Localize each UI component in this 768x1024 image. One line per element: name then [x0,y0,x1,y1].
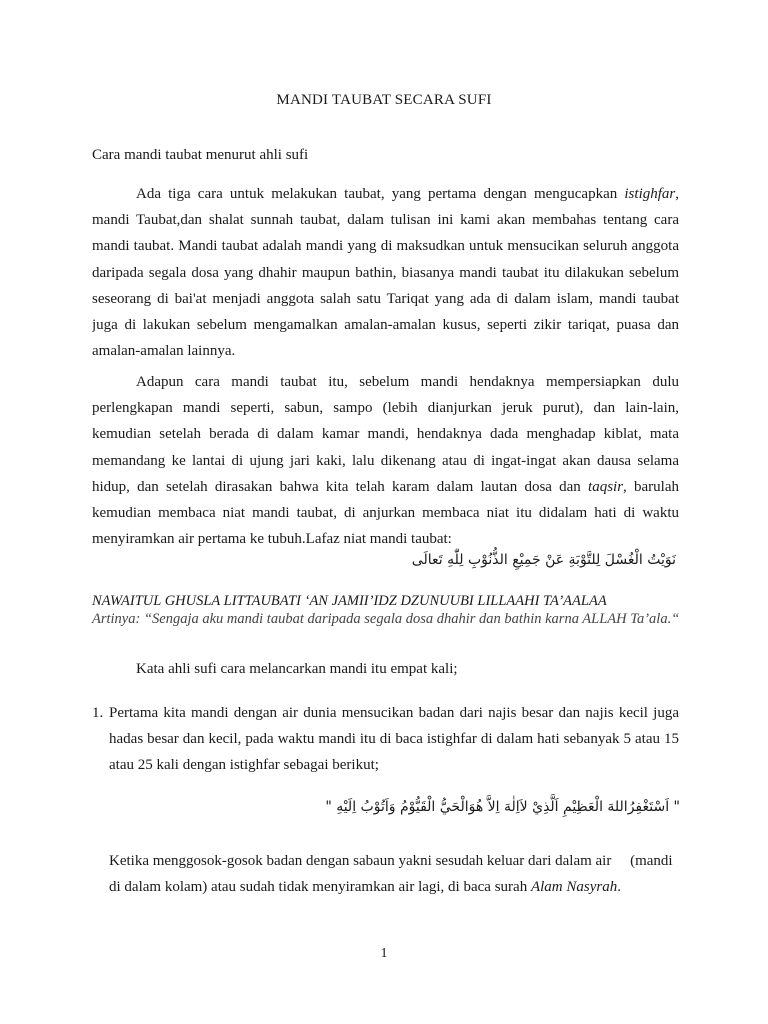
paragraph-line [92,369,679,395]
text-segment: mandi taubat. Mandi taubat adalah mandi yang di maksudkan untuk mensucikan seluruh anggota [92,238,679,255]
text-segment: memandang ke lantai di ujung jari kaki, lalu dikenang atau di ingat-ingat akan dausa selama [92,452,679,469]
paragraph-intro [92,181,679,364]
paragraph-line [92,421,679,447]
text-segment: menyiramkan air pertama ke tubuh.Lafaz niat mandi taubat: [92,531,452,548]
text-segment: seseorang di bai'at menjadi anggota salah satu Tariqat yang ada di dalam islam, mandi taubat [92,290,679,307]
document-title: MANDI TAUBAT SECARA SUFI [276,92,492,108]
ketika-line-1: Ketika menggosok-gosok badan dengan sabaun yakni sesudah keluar dari dalam air (mandi [109,853,673,869]
ketika-line-2-suffix: . [617,879,621,896]
list-item-line: atau 25 kali dengan istighfar sebagai berikut; [109,757,379,774]
list-item-line: Pertama kita mandi dengan air dunia mensucikan badan dari najis besar dan najis kecil juga [109,705,679,721]
ketika-line-2 [109,874,687,900]
list-item-line: hadas besar dan kecil, pada waktu mandi itu di baca istighfar di dalam hati sebanyak 5 atau 15 [109,731,679,748]
page-number: 1 [380,946,388,961]
paragraph-line [92,233,679,259]
italic-term: istighfar [624,186,676,202]
text-segment: mandi Taubat,dan shalat sunnah taubat, dalam tulisan ini kami akan membahas tentang cara [92,212,679,229]
text-segment: kemudian membaca niat mandi taubat, di anjurkan membaca niat itu didalam hati di waktu [92,504,679,521]
surah-name: Alam Nasyrah [530,879,618,896]
list-item-number: 1. [92,705,104,721]
arabic-niat-text: نَوَيْتُ الْغُسْلَ لِلتَّوْبَةِ عَنْ جَمِيْعِ الذُّنُوْبِ لِلّٰهِ تَعالَى [411,552,676,568]
paragraph-line [92,395,679,421]
translation-text: Artinya: “Sengaja aku mandi taubat daripada segala dosa dhahir dan bathin karna ALLAH Ta’ala.“ [92,611,680,627]
paragraph-line [92,286,679,312]
ketika-line-2-prefix: di dalam kolam) atau sudah tidak menyiramkan air lagi, di baca surah [109,879,531,896]
paragraph-line [92,207,679,233]
paragraph-procedure [92,369,679,552]
text-segment: , barulah [623,478,679,495]
italic-term: taqsir [588,478,624,495]
text-segment: daripada segala dosa yang dhahir maupun bathin, biasanya mandi taubat itu dilakukan sebelum [92,264,679,281]
text-segment: , [675,186,679,202]
paragraph-line [92,260,679,286]
text-segment: juga di lakukan sebelum mengamalkan amalan-amalan kusus, seperti zikir tariqat, puasa dan [92,316,679,333]
text-segment: Adapun cara mandi taubat itu, sebelum mandi hendaknya mempersiapkan dulu [136,374,679,390]
transliteration-text: NAWAITUL GHUSLA LITTAUBATI ‘AN JAMII’IDZ DZUNUUBI LILLAAHI TA’AALAA [92,593,607,609]
list-item-body [109,700,679,779]
paragraph-line [92,312,679,338]
paragraph-line [92,500,679,526]
text-segment: amalan-amalan lainnya. [92,343,236,360]
text-segment: perlengkapan mandi seperti, sabun, sampo (lebih dianjurkan jeruk purut), dan lain-lain, [92,400,679,417]
kata-ahli-text: Kata ahli sufi cara melancarkan mandi itu empat kali; [136,661,458,677]
text-segment: kemudian setelah berada di dalam kamar mandi, hendaknya dada menghadap kiblat, mata [92,426,679,443]
paragraph-line [92,474,679,500]
arabic-istighfar-text: " اَسْتَغْفِرُاللهَ الْعَظِيْمِ اَلَّذِيْ لاَاِلٰهَ اِلاَّ هُوَالْحَيُّ الْقَيُّوْمُ وَاَتُوْبُ اِلَيْهِ " [325,799,680,815]
text-segment: hidup, dan setelah dirasakan bahwa kita telah karam dalam lautan dosa dan [92,478,589,495]
text-segment: Ada tiga cara untuk melakukan taubat, yang pertama dengan mengucapkan [136,186,625,202]
paragraph-line [92,526,679,552]
paragraph-line [92,448,679,474]
document-subtitle: Cara mandi taubat menurut ahli sufi [92,147,309,163]
paragraph-line [92,338,679,364]
paragraph-ketika [109,848,687,900]
paragraph-line [92,181,679,207]
